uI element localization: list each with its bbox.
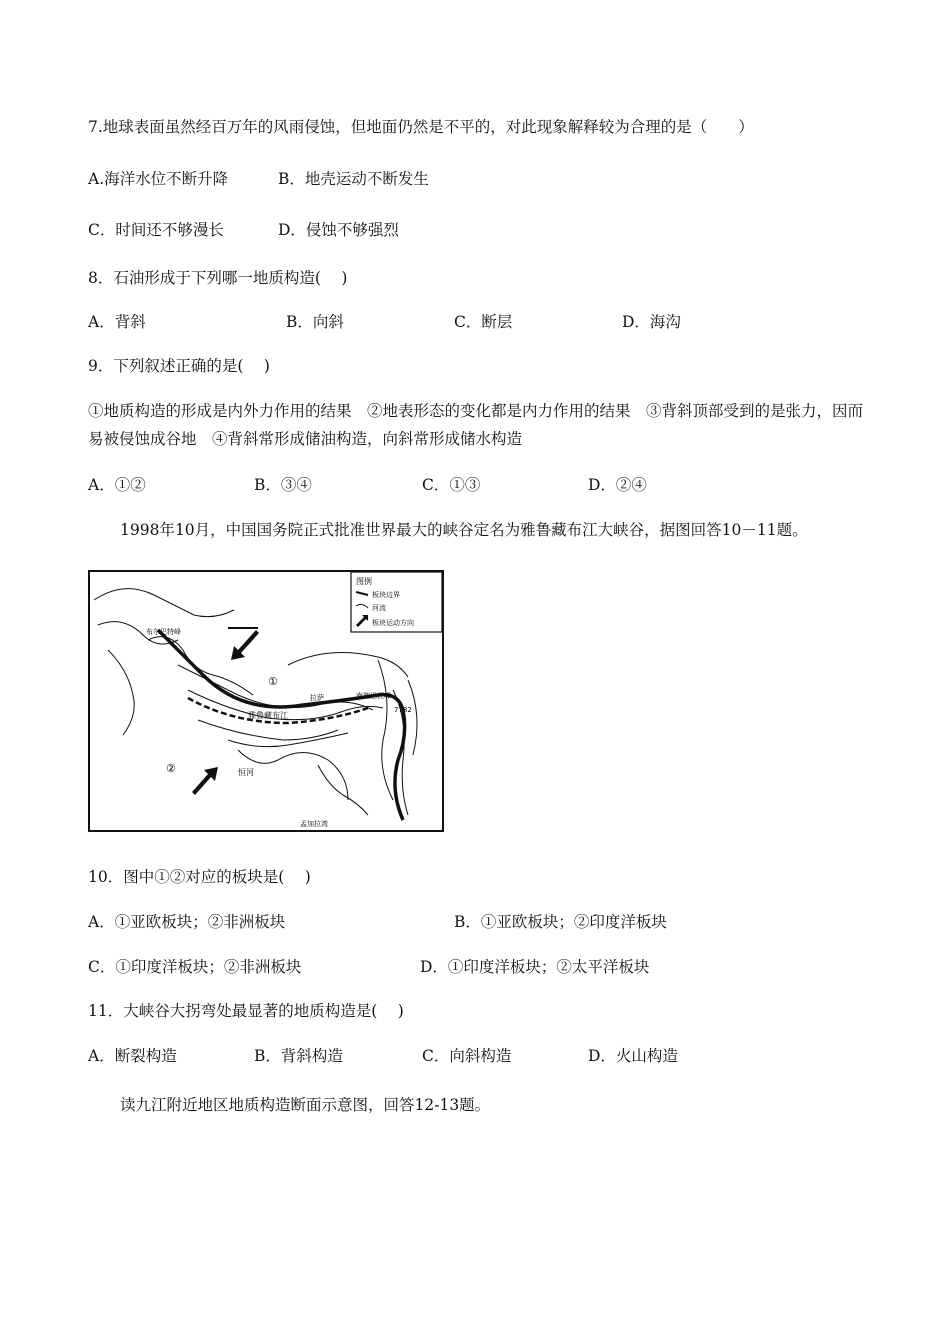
q10-option-c: C．①印度洋板块；②非洲板块 bbox=[88, 958, 302, 976]
legend-river: 河流 bbox=[372, 604, 386, 612]
q9-option-b: B．③④ bbox=[254, 476, 312, 494]
label-peak-west: 布尔巴特峰 bbox=[146, 628, 181, 636]
q8-option-c: C．断层 bbox=[454, 313, 513, 331]
label-bay: 孟加拉湾 bbox=[300, 820, 328, 828]
q11-option-d: D．火山构造 bbox=[588, 1047, 678, 1065]
q8-option-a: A．背斜 bbox=[88, 313, 146, 331]
q11-option-b: B．背斜构造 bbox=[254, 1047, 343, 1065]
q9-statements: ①地质构造的形成是内外力作用的结果 ②地表形态的变化都是内力作用的结果 ③背斜顶部受到的是张力，因而易被侵蚀成谷地 ④背斜常形成储油构造，向斜常形成储水构造 bbox=[88, 402, 864, 448]
q8-option-b: B．向斜 bbox=[286, 313, 344, 331]
q11-option-a: A．断裂构造 bbox=[88, 1047, 177, 1065]
q10-option-d: D．①印度洋板块；②太平洋板块 bbox=[420, 958, 650, 976]
q9-option-a: A．①② bbox=[88, 476, 146, 494]
legend-boundary: 板块边界 bbox=[372, 591, 400, 599]
q8-option-d: D．海沟 bbox=[622, 313, 681, 331]
q10-stem: 10．图中①②对应的板块是( ) bbox=[88, 868, 311, 886]
label-ganges: 恒河 bbox=[238, 768, 254, 777]
label-plate-1: ① bbox=[268, 675, 278, 688]
label-river: 雅鲁藏布江 bbox=[248, 711, 288, 720]
map-legend bbox=[351, 572, 442, 632]
label-plate-2: ② bbox=[166, 762, 176, 775]
q10-option-a: A．①亚欧板块；②非洲板块 bbox=[88, 913, 286, 931]
q10-option-b: B．①亚欧板块；②印度洋板块 bbox=[454, 913, 667, 931]
plate-map-figure bbox=[88, 570, 444, 832]
q7-option-b: B．地壳运动不断发生 bbox=[278, 170, 429, 188]
q11-stem: 11．大峡谷大拐弯处最显著的地质构造是( ) bbox=[88, 1002, 404, 1020]
q7-option-d: D．侵蚀不够强烈 bbox=[278, 221, 399, 239]
q9-option-c: C．①③ bbox=[422, 476, 481, 494]
label-elevation: 7782 bbox=[394, 706, 412, 714]
legend-title: 图例 bbox=[356, 577, 372, 586]
q7-option-a: A.海洋水位不断升降 bbox=[88, 170, 229, 188]
label-lhasa: 拉萨 bbox=[310, 694, 324, 702]
intro-12-13: 读九江附近地区地质构造断面示意图，回答12-13题。 bbox=[120, 1096, 491, 1114]
legend-motion: 板块运动方向 bbox=[372, 619, 414, 627]
q9-stem: 9．下列叙述正确的是( ) bbox=[88, 357, 270, 375]
q11-option-c: C．向斜构造 bbox=[422, 1047, 512, 1065]
q9-option-d: D．②④ bbox=[588, 476, 647, 494]
intro-10-11: 1998年10月，中国国务院正式批准世界最大的峡谷定名为雅鲁藏布江大峡谷，据图回答10－11题。 bbox=[120, 521, 808, 539]
label-peak-east: 南迦巴瓦峰 bbox=[356, 692, 391, 700]
q7-option-c: C．时间还不够漫长 bbox=[88, 221, 224, 239]
q7-stem: 7.地球表面虽然经百万年的风雨侵蚀，但地面仍然是不平的，对此现象解释较为合理的是（ ） bbox=[88, 118, 754, 136]
q8-stem: 8．石油形成于下列哪一地质构造( ) bbox=[88, 269, 348, 287]
